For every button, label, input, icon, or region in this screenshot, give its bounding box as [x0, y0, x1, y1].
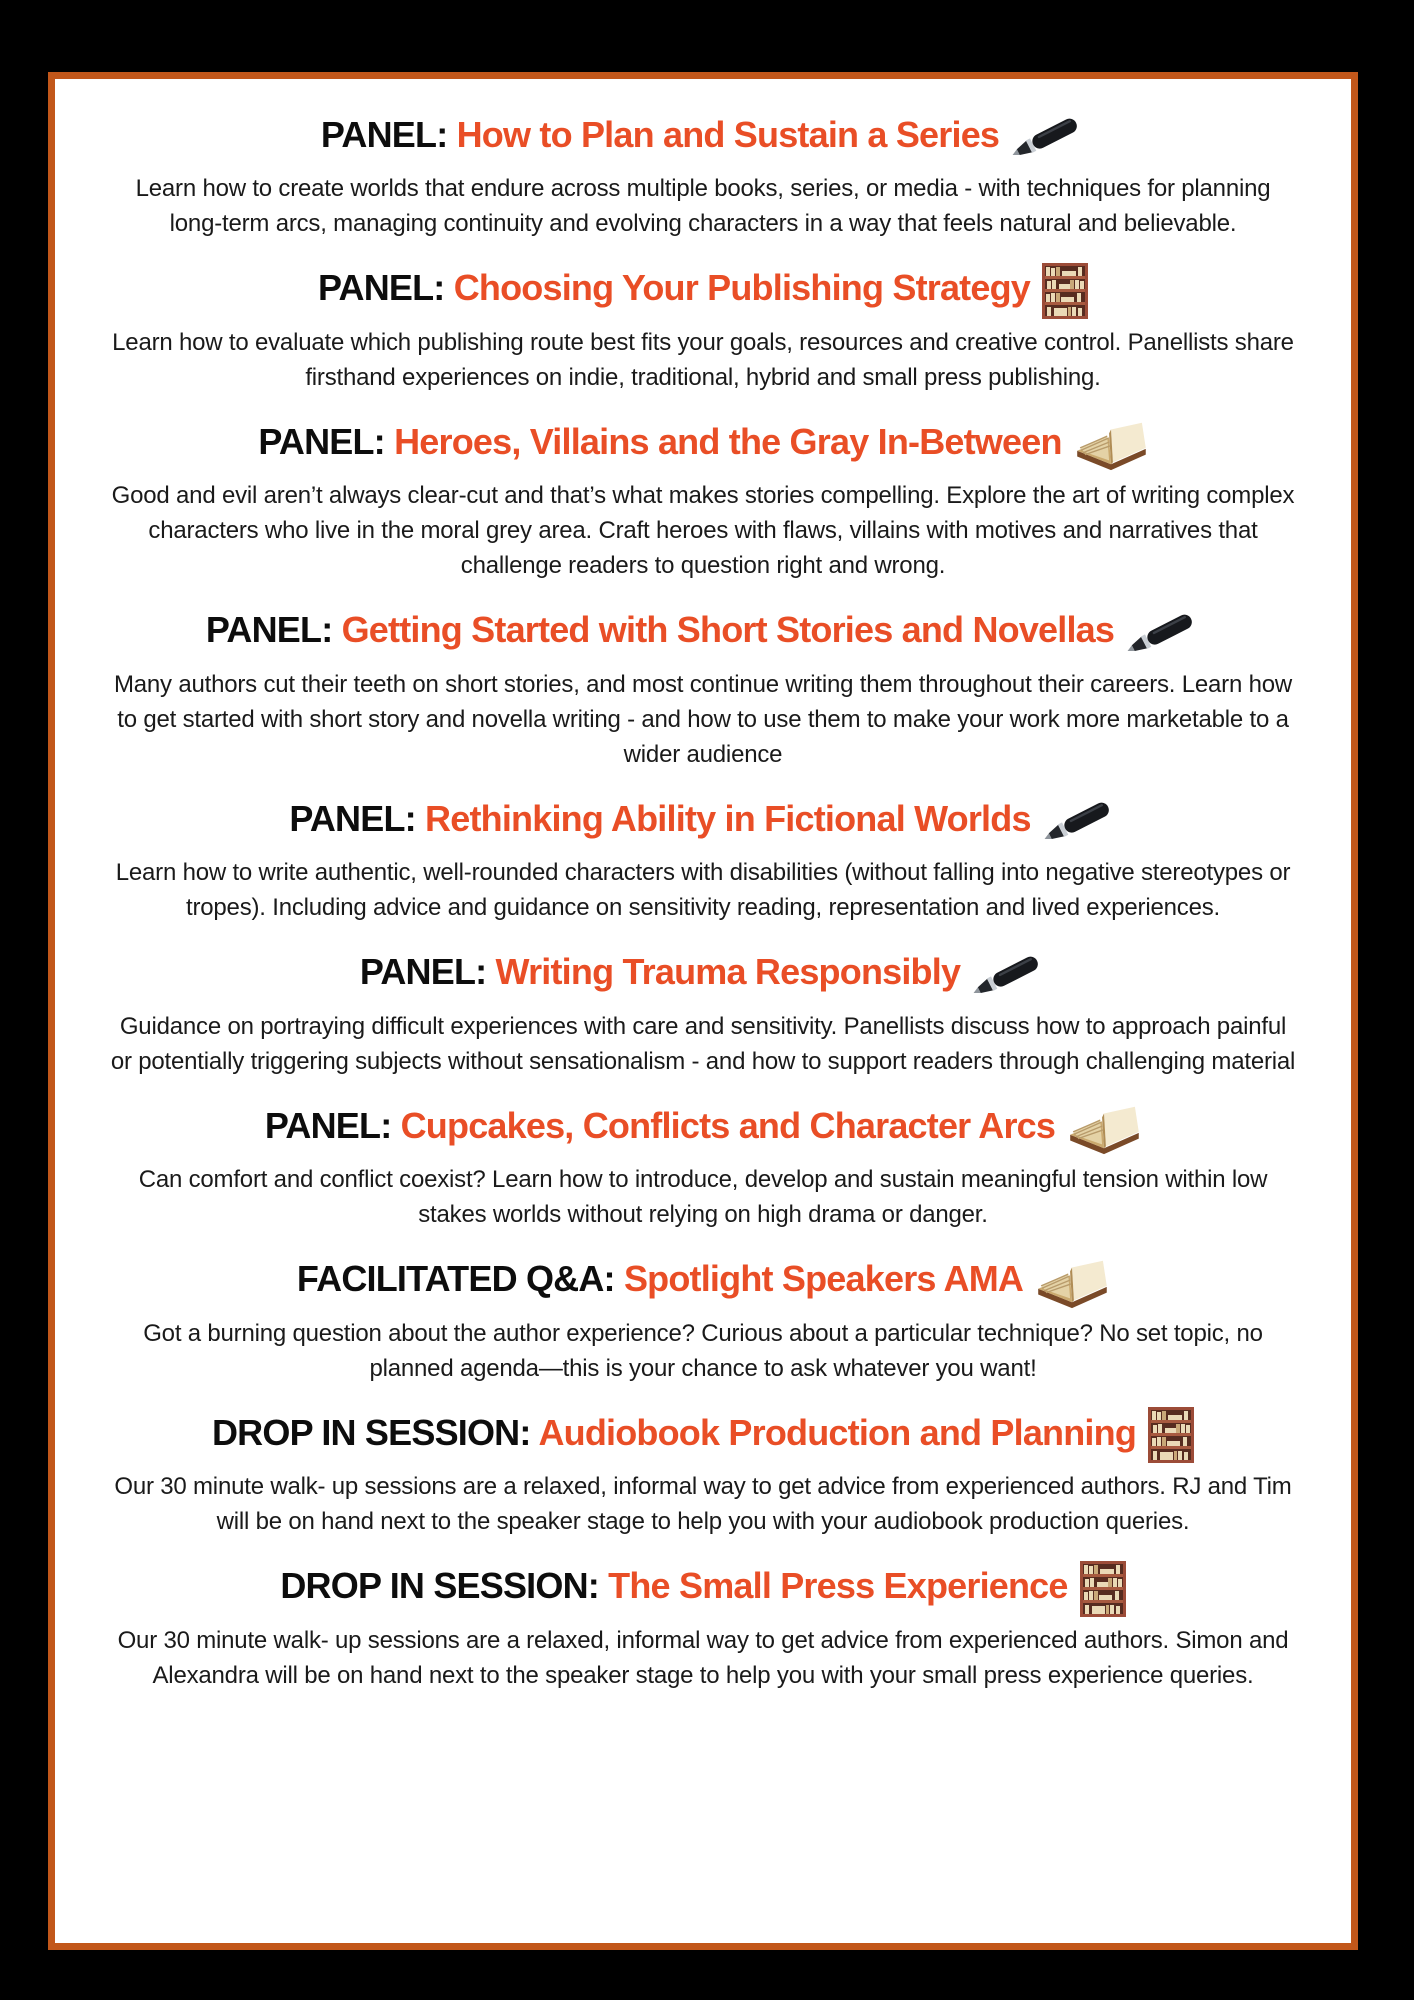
session-title: How to Plan and Sustain a Series [456, 114, 1000, 155]
session-description: Learn how to write authentic, well-rounded characters with disabilities (without falling into negative stereotypes or tropes). Including advice and guidance on sensitivity reading, representation and lived experiences. [115, 859, 1291, 922]
bookshelf-icon [1042, 271, 1088, 311]
session-heading [95, 1257, 1311, 1301]
session-type-label: FACILITATED Q&A: [296, 1258, 615, 1300]
session-heading [95, 608, 1311, 652]
session-heading [95, 266, 1311, 310]
pen-icon [1043, 801, 1117, 841]
session-type-label: PANEL: [258, 420, 385, 462]
session-item [95, 1257, 1311, 1385]
orange-border-frame [48, 72, 1358, 1950]
session-item [95, 608, 1311, 771]
session-title: Cupcakes, Conflicts and Character Arcs [400, 1104, 1056, 1146]
session-heading [95, 420, 1311, 464]
session-title: Choosing Your Publishing Strategy [453, 267, 1031, 309]
session-item [95, 1411, 1311, 1539]
session-type-label: PANEL: [205, 609, 333, 651]
session-type-label: PANEL: [320, 114, 448, 155]
bookshelf-icon [1148, 1415, 1194, 1455]
session-title: Audiobook Production and Planning [538, 1411, 1137, 1453]
session-description: Learn how to evaluate which publishing route best fits your goals, resources and creative control. Panellists share firsthand experiences on indie, traditional, hybrid and small press publishing. [112, 328, 1294, 391]
session-heading [95, 113, 1311, 157]
session-item [95, 1104, 1311, 1232]
schedule-content [55, 79, 1351, 1693]
open-book-icon [1074, 424, 1148, 464]
session-description: Learn how to create worlds that endure across multiple books, series, or media - with techniques for planning long-term arcs, managing continuity and evolving characters in a way that feels natural and believable. [135, 175, 1271, 238]
session-description: Can comfort and conflict coexist? Learn how to introduce, develop and sustain meaningful tension within low stakes worlds without relying on high drama or danger. [138, 1166, 1268, 1229]
session-title: Rethinking Ability in Fictional Worlds [425, 797, 1031, 839]
session-item [95, 266, 1311, 394]
session-title: Spotlight Speakers AMA [623, 1258, 1024, 1300]
session-item [95, 950, 1311, 1078]
session-heading [95, 1104, 1311, 1148]
session-description: Our 30 minute walk- up sessions are a relaxed, informal way to get advice from experienced authors. Simon and Alexandra will be on hand next to the speaker stage to help you with your small press experience queries. [117, 1626, 1289, 1689]
session-heading [95, 1411, 1311, 1455]
session-description: Got a burning question about the author experience? Curious about a particular technique? No set topic, no planned agenda—this is your chance to ask whatever you want! [143, 1319, 1263, 1382]
session-title: Writing Trauma Responsibly [495, 951, 961, 993]
session-title: The Small Press Experience [608, 1565, 1068, 1607]
session-description: Our 30 minute walk- up sessions are a relaxed, informal way to get advice from experienced authors. RJ and Tim will be on hand next to the speaker stage to help you with your audiobook production queries. [114, 1473, 1292, 1536]
pen-icon [972, 955, 1046, 995]
session-type-label: PANEL: [264, 1104, 392, 1146]
session-title: Getting Started with Short Stories and Novellas [341, 609, 1115, 651]
bookshelf-icon [1080, 1569, 1126, 1609]
session-heading [95, 1564, 1311, 1608]
session-item [95, 420, 1311, 583]
session-item [95, 1564, 1311, 1692]
session-item [95, 797, 1311, 925]
open-book-icon [1035, 1262, 1109, 1302]
session-heading [95, 950, 1311, 994]
pen-icon [1011, 117, 1085, 157]
session-type-label: DROP IN SESSION: [280, 1565, 599, 1607]
session-description: Good and evil aren’t always clear-cut and that’s what makes stories compelling. Explore the art of writing complex characters who live in the moral grey area. Craft heroes with flaws, villains with motives and narratives that challenge readers to question right and wrong. [111, 482, 1295, 580]
session-type-label: PANEL: [359, 951, 487, 993]
session-description: Many authors cut their teeth on short stories, and most continue writing them throughout their careers. Learn how to get started with short story and novella writing - and how to use them to make your work more marketable to a wider audience [113, 670, 1293, 768]
pen-icon [1126, 613, 1200, 653]
session-description: Guidance on portraying difficult experiences with care and sensitivity. Panellists discuss how to approach painful or potentially triggering subjects without sensationalism - and how to support readers through challenging material [110, 1012, 1296, 1075]
session-type-label: PANEL: [289, 797, 416, 839]
session-type-label: PANEL: [317, 267, 445, 309]
session-title: Heroes, Villains and the Gray In-Between [394, 420, 1062, 462]
session-heading [95, 797, 1311, 841]
open-book-icon [1067, 1108, 1141, 1148]
session-type-label: DROP IN SESSION: [211, 1411, 531, 1453]
session-item [95, 113, 1311, 241]
